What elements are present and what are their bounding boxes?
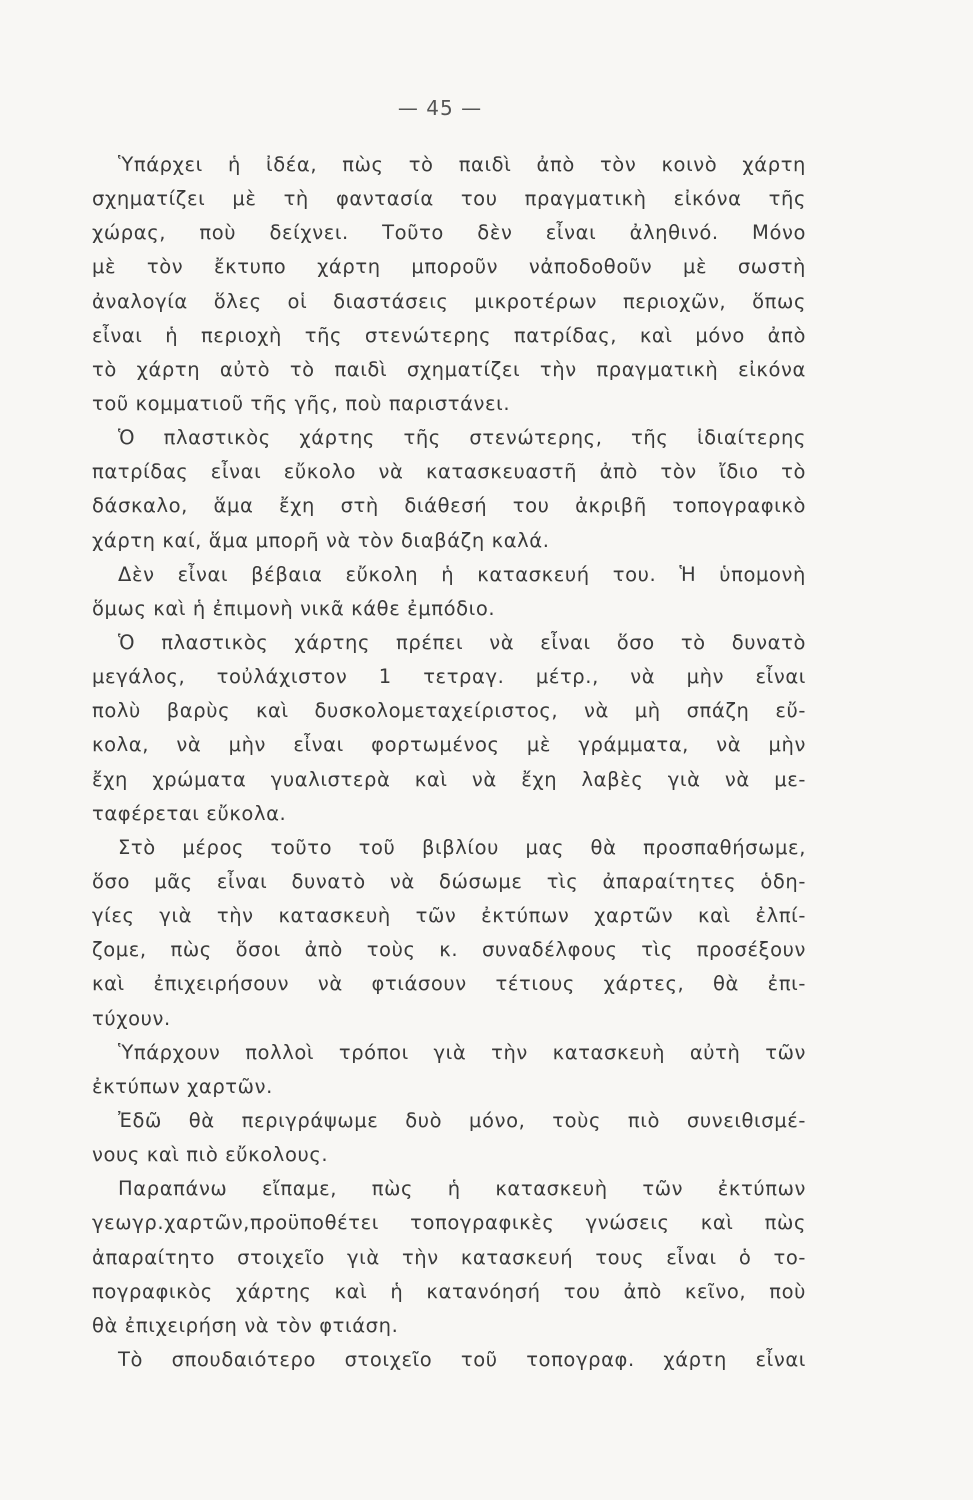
text-line: πατρίδας εἶναι εὔκολο νὰ κατασκευαστῆ ἀπὸ τὸν ἴδιο τὸ xyxy=(92,460,806,484)
page-number: — 45 — xyxy=(397,96,483,120)
page-body xyxy=(92,148,806,1377)
text-line: Ὁ πλαστικὸς χάρτης τῆς στενώτερης, τῆς ἰδιαίτερης xyxy=(118,426,806,450)
text-line: θὰ ἐπιχειρήση νὰ τὸν φτιάση. xyxy=(92,1313,399,1337)
text-line: ἔχη χρώματα γυαλιστερὰ καὶ νὰ ἔχη λαβὲς γιὰ νὰ με- xyxy=(92,767,806,791)
text-line: πογραφικὸς χάρτης καὶ ἡ κατανόησή του ἀπὸ κεῖνο, ποὺ xyxy=(92,1279,806,1303)
text-line: τοῦ κομματιοῦ τῆς γῆς, ποὺ παριστάνει. xyxy=(92,391,511,415)
text-line: ὅσο μᾶς εἶναι δυνατὸ νὰ δώσωμε τὶς ἀπαραίτητες ὁδη- xyxy=(92,869,806,893)
text-line: γεωγρ.χαρτῶν,προϋποθέτει τοπογραφικὲς γνώσεις καὶ πὼς xyxy=(92,1211,806,1235)
text-line: ἐκτύπων χαρτῶν. xyxy=(92,1074,273,1098)
text-line: δάσκαλο, ἅμα ἔχη στὴ διάθεσή του ἀκριβῆ τοπογραφικὸ xyxy=(92,494,806,518)
text-line: Ὑπάρχει ἡ ἰδέα, πὼς τὸ παιδὶ ἀπὸ τὸν κοινὸ χάρτη xyxy=(118,153,806,176)
text-line: νους καὶ πιὸ εὔκολους. xyxy=(92,1143,329,1167)
text-line: μεγάλος, τοὐλάχιστον 1 τετραγ. μέτρ., νὰ μὴν εἶναι xyxy=(92,665,806,689)
text-line: κολα, νὰ μὴν εἶναι φορτωμένος μὲ γράμματα, νὰ μὴν xyxy=(92,733,806,757)
text-line: χώρας, ποὺ δείχνει. Τοῦτο δὲν εἶναι ἀληθινό. Μόνο xyxy=(92,221,806,245)
text-line: ἀναλογία ὅλες οἱ διαστάσεις μικροτέρων περιοχῶν, ὅπως xyxy=(92,289,806,313)
text-line: ἀπαραίτητο στοιχεῖο γιὰ τὴν κατασκευή τους εἶναι ὁ το- xyxy=(92,1245,806,1269)
text-line: Ὑπάρχουν πολλοὶ τρόποι γιὰ τὴν κατασκευὴ αὐτὴ τῶν xyxy=(118,1040,806,1064)
text-line: σχηματίζει μὲ τὴ φαντασία του πραγματικὴ εἰκόνα τῆς xyxy=(92,187,806,211)
text-line: εἶναι ἡ περιοχὴ τῆς στενώτερης πατρίδας, καὶ μόνο ἀπὸ xyxy=(92,323,806,347)
text-line: ζομε, πὼς ὅσοι ἀπὸ τοὺς κ. συναδέλφους τὶς προσέξουν xyxy=(92,938,806,962)
text-line: ὅμως καὶ ἡ ἐπιμονὴ νικᾶ κάθε ἐμπόδιο. xyxy=(92,596,496,620)
text-line: πολὺ βαρὺς καὶ δυσκολομεταχείριστος, νὰ μὴ σπάζη εὔ- xyxy=(92,699,806,723)
text-line: τὸ χάρτη αὐτὸ τὸ παιδὶ σχηματίζει τὴν πραγματικὴ εἰκόνα xyxy=(92,357,806,381)
text-line: μὲ τὸν ἔκτυπο χάρτη μποροῦν νἀποδοθοῦν μὲ σωστὴ xyxy=(92,255,806,279)
text-line: Ἐδῶ θὰ περιγράψωμε δυὸ μόνο, τοὺς πιὸ συνειθισμέ- xyxy=(118,1108,806,1132)
text-line: Ὁ πλαστικὸς χάρτης πρέπει νὰ εἶναι ὅσο τὸ δυνατὸ xyxy=(118,630,806,654)
text-line: ταφέρεται εὔκολα. xyxy=(92,801,287,825)
text-line: Παραπάνω εἴπαμε, πὼς ἡ κατασκευὴ τῶν ἐκτύπων xyxy=(118,1177,806,1201)
text-line: Δὲν εἶναι βέβαια εὔκολη ἡ κατασκευή του. Ἡ ὑπομονὴ xyxy=(118,562,806,586)
text-line: Στὸ μέρος τοῦτο τοῦ βιβλίου μας θὰ προσπαθήσωμε, xyxy=(118,835,806,859)
text-line: χάρτη καί, ἅμα μπορῆ νὰ τὸν διαβάζη καλά. xyxy=(92,528,550,552)
text-line: τύχουν. xyxy=(92,1006,171,1030)
text-line: γίες γιὰ τὴν κατασκευὴ τῶν ἐκτύπων χαρτῶν καὶ ἐλπί- xyxy=(92,904,806,928)
text-line: καὶ ἐπιχειρήσουν νὰ φτιάσουν τέτιους χάρτες, θὰ ἐπι- xyxy=(92,972,806,996)
text-line: Τὸ σπουδαιότερο στοιχεῖο τοῦ τοπογραφ. χάρτη εἶναι xyxy=(118,1347,806,1371)
